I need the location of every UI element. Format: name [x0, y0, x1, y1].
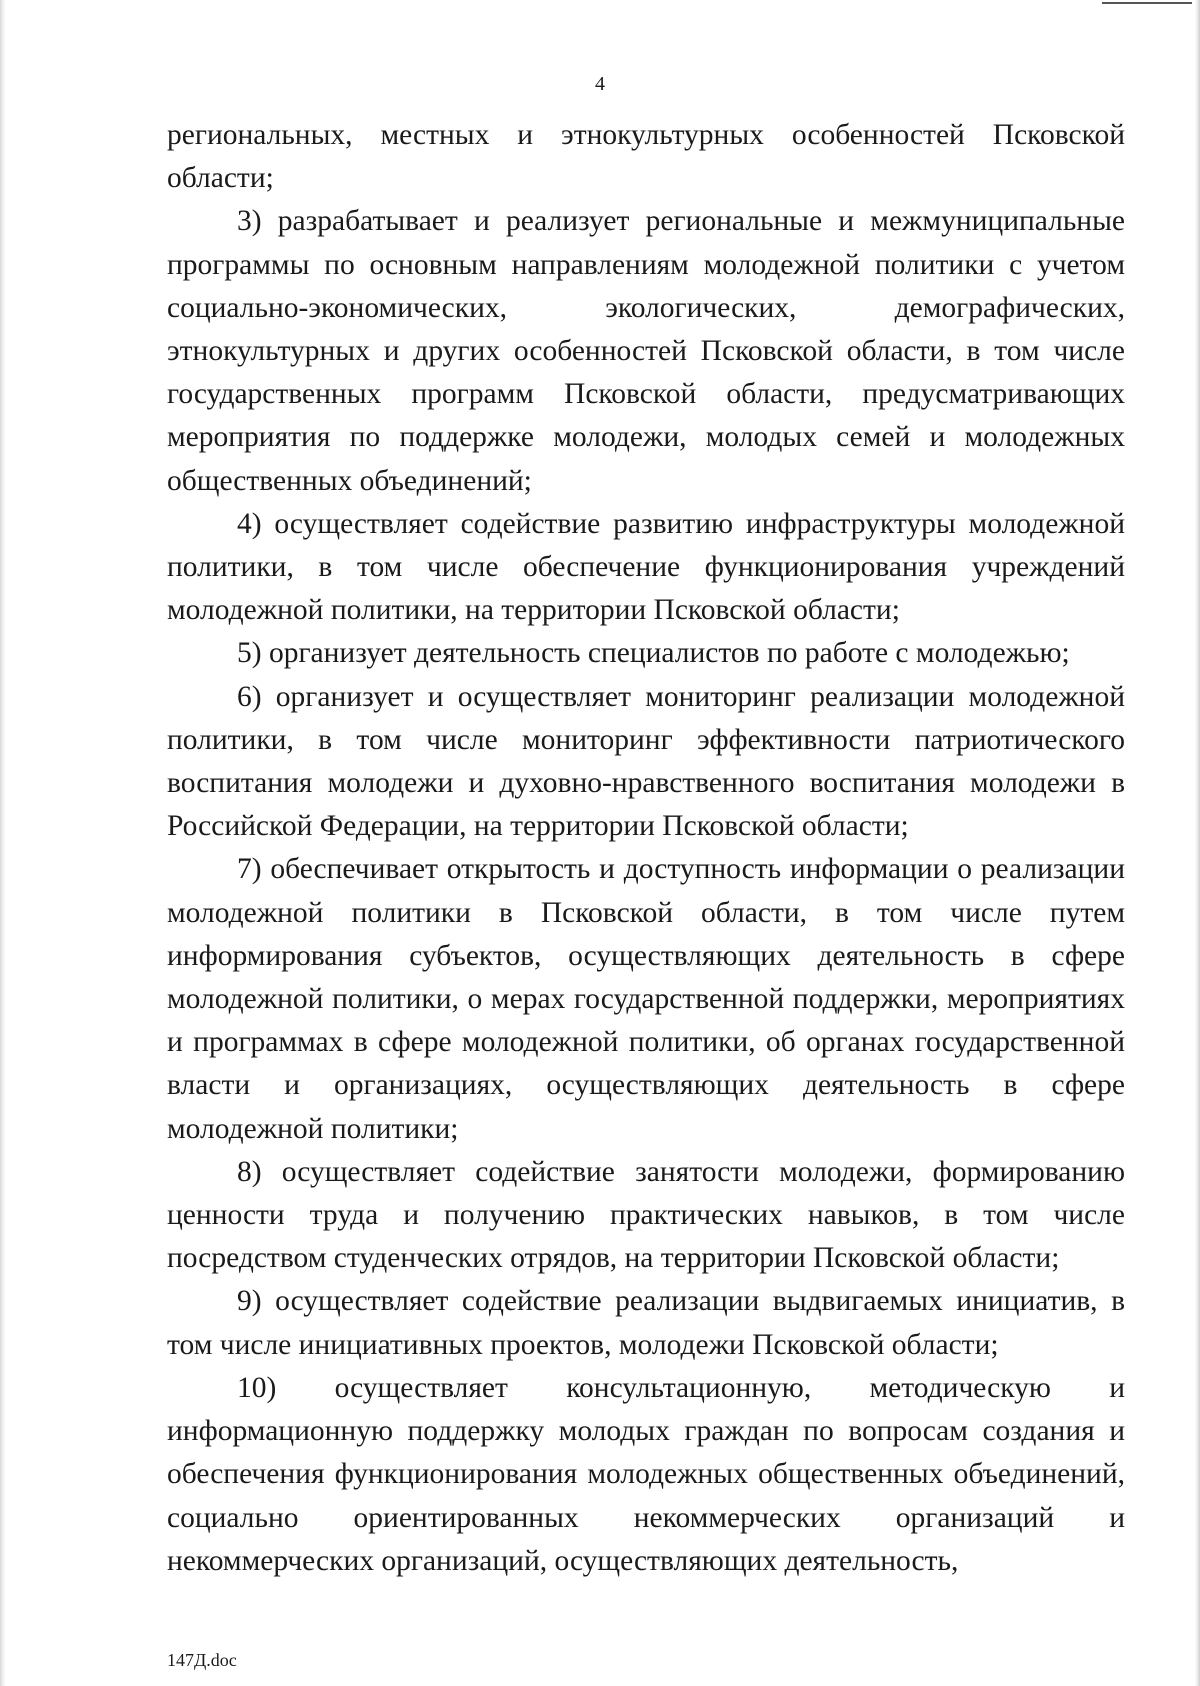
document-body [167, 114, 1125, 1583]
footer-filename: 147Д.doc [167, 1650, 237, 1670]
paragraph-item-7: 7) обеспечивает открытость и доступность информации о реализации молодежной политики в Псковской области, в том числе путем информирования субъектов, осуществляющих деятельность в сфере молодежной политики, о мерах государственной поддержки, мероприятиях и программах в сфере молодежной политики, об органах государственной власти и организациях, осуществляющих деятельность в сфере молодежной политики; [167, 853, 1125, 1145]
scan-mark [1102, 2, 1192, 4]
scan-edge-right [1195, 0, 1200, 1686]
scan-edge-left [0, 0, 6, 1686]
paragraph-item-6: 6) организует и осуществляет мониторинг реализации молодежной политики, в том числе мониторинг эффективности патриотического воспитания молодежи и духовно-нравственного воспитания молодежи в Российской Федерации, на территории Псковской области; [167, 680, 1125, 843]
page-number: 4 [595, 73, 605, 95]
paragraph-item-5: 5) организует деятельность специалистов по работе с молодежью; [237, 637, 1070, 670]
paragraph-item-4: 4) осуществляет содействие развитию инфраструктуры молодежной политики, в том числе обеспечение функционирования учреждений молодежной политики, на территории Псковской области; [167, 507, 1125, 627]
paragraph-item-8: 8) осуществляет содействие занятости молодежи, формированию ценности труда и получению практических навыков, в том числе посредством студенческих отрядов, на территории Псковской области; [167, 1155, 1125, 1275]
paragraph-item-3: 3) разрабатывает и реализует региональные и межмуниципальные программы по основным направлениям молодежной политики с учетом социально-экономических, экологических, демографических, этнокультурных и других особенностей Псковской области, в том числе государственных программ Псковской области, предусматривающих мероприятия по поддержке молодежи, молодых семей и молодежных общественных объединений; [167, 205, 1125, 497]
paragraph-continuation: региональных, местных и этнокультурных особенностей Псковской области; [167, 119, 1125, 195]
paragraph-item-9: 9) осуществляет содействие реализации выдвигаемых инициатив, в том числе инициативных проектов, молодежи Псковской области; [167, 1285, 1125, 1361]
paragraph-item-10: 10) осуществляет консультационную, методическую и информационную поддержку молодых граждан по вопросам создания и обеспечения функционирования молодежных общественных объединений, социально ориентированных некоммерческих организаций и некоммерческих организаций, осуществляющих деятельность, [167, 1371, 1125, 1577]
